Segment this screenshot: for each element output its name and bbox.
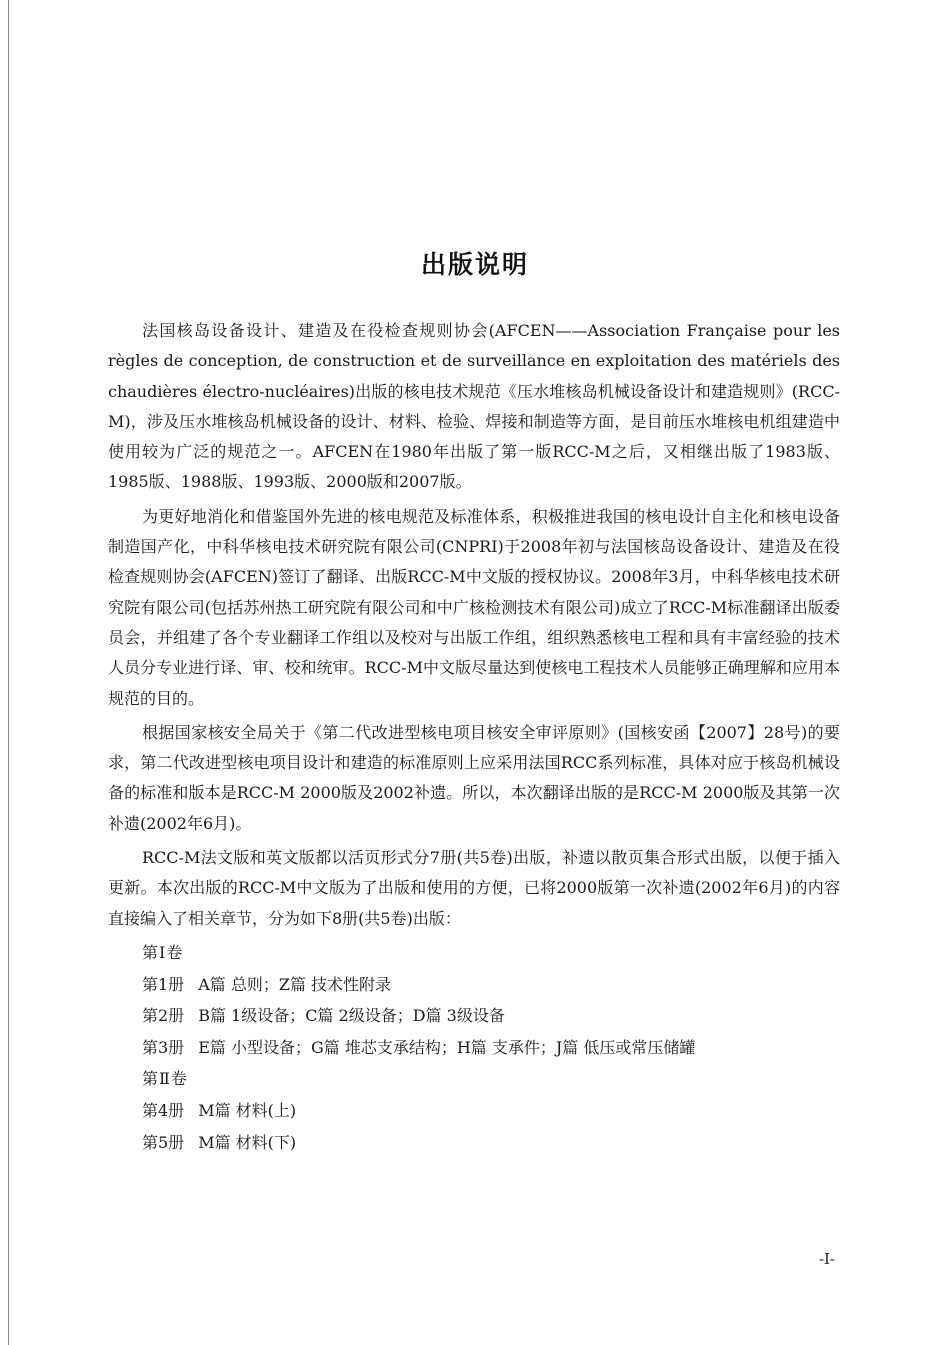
book-label: 第1册	[142, 974, 185, 994]
document-body	[108, 316, 840, 1159]
list-item	[108, 1128, 840, 1158]
volume-label: 第Ⅰ卷	[142, 942, 184, 962]
book-content: A篇 总则；Z篇 技术性附录	[198, 974, 392, 994]
book-content: M篇 材料(下)	[198, 1132, 297, 1152]
list-item	[108, 970, 840, 1000]
paragraph-regulatory-basis: 根据国家核安全局关于《第二代改进型核电项目核安全审评原则》(国核安函【2007】28号)的要求，第二代改进型核电项目设计和建造的标准原则上应采用法国RCC系列标准，具体对应于核岛机械设备的标准和版本是RCC-M 2000版及2002补遗。所以，本次翻译出版的是RCC-M 2000版及其第一次补遗(2002年6月)。	[108, 722, 840, 833]
list-item	[108, 1033, 840, 1063]
paragraph-translation-agreement: 为更好地消化和借鉴国外先进的核电规范及标准体系，积极推进我国的核电设计自主化和核电设备制造国产化，中科华核电技术研究院有限公司(CNPRI)于2008年初与法国核岛设备设计、建造及在役检查规则协会(AFCEN)签订了翻译、出版RCC-M中文版的授权协议。2008年3月，中科华核电技术研究院有限公司(包括苏州热工研究院有限公司和中广核检测技术有限公司)成立了RCC-M标准翻译出版委员会，并组建了各个专业翻译工作组以及校对与出版工作组，组织熟悉核电工程和具有丰富经验的技术人员分专业进行译、审、校和统审。RCC-M中文版尽量达到使核电工程技术人员能够正确理解和应用本规范的目的。	[108, 506, 840, 708]
volume-label: 第Ⅱ卷	[142, 1069, 188, 1089]
paragraph-intro: 法国核岛设备设计、建造及在役检查规则协会(AFCEN——Association Française pour les règles de conception, de construction et de surveillance en exploitation des matériels des chaudières électro-nucléaires)出版的核电技术规范《压水堆核岛机械设备设计和建造规则》(RCC-M)，涉及压水堆核岛机械设备的设计、材料、检验、焊接和制造等方面，是目前压水堆核电机组建造中使用较为广泛的规范之一。AFCEN在1980年出版了第一版RCC-M之后，又相继出版了1983版、1985版、1988版、1993版、2000版和2007版。	[108, 321, 840, 492]
book-content: M篇 材料(上)	[198, 1100, 297, 1120]
list-item	[108, 1064, 840, 1094]
page-title: 出版说明	[420, 249, 529, 279]
book-label: 第4册	[142, 1100, 185, 1120]
scan-edge-line	[8, 0, 9, 1345]
list-item	[108, 938, 840, 968]
list-item	[108, 1096, 840, 1126]
book-label: 第5册	[142, 1132, 185, 1152]
list-item	[108, 1001, 840, 1031]
book-content: E篇 小型设备；G篇 堆芯支承结构；H篇 支承件；J篇 低压或常压储罐	[198, 1037, 696, 1057]
book-content: B篇 1级设备；C篇 2级设备；D篇 3级设备	[198, 1006, 505, 1026]
page-number: -I-	[818, 1250, 835, 1268]
paragraph-edition-structure: RCC-M法文版和英文版都以活页形式分7册(共5卷)出版，补遗以散页集合形式出版，以便于插入更新。本次出版的RCC-M中文版为了出版和使用的方便，已将2000版第一次补遗(2002年6月)的内容直接编入了相关章节，分为如下8册(共5卷)出版：	[108, 848, 840, 928]
book-label: 第3册	[142, 1037, 185, 1057]
book-label: 第2册	[142, 1006, 185, 1026]
volume-book-list	[108, 938, 840, 1158]
